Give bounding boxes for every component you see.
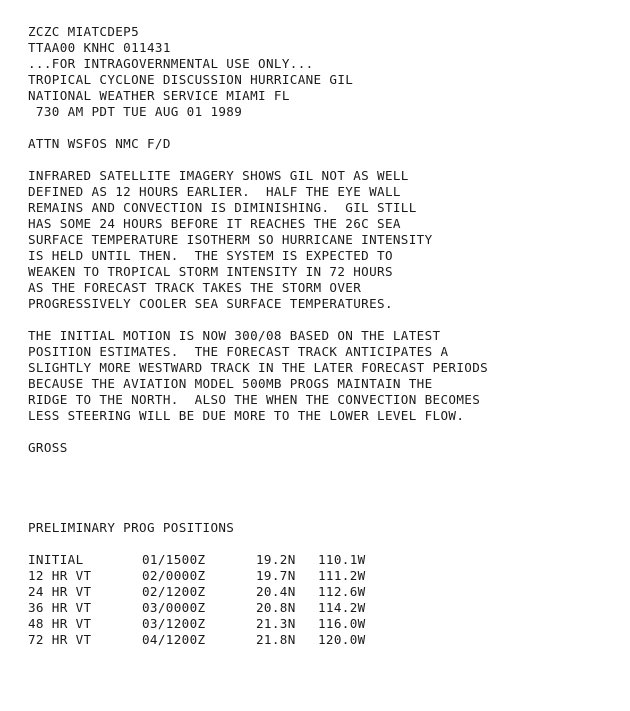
table-row	[28, 632, 618, 648]
header-line: TTAA00 KNHC 011431	[28, 40, 171, 55]
paragraph-line: THE INITIAL MOTION IS NOW 300/08 BASED ON THE LATEST	[28, 328, 441, 343]
table-row	[28, 552, 618, 568]
paragraph-line: HAS SOME 24 HOURS BEFORE IT REACHES THE 26C SEA	[28, 216, 401, 231]
attn-line: ATTN WSFOS NMC F/D	[28, 136, 171, 151]
longitude: 112.6W	[318, 584, 366, 599]
latitude: 21.3N	[256, 616, 296, 631]
valid-time: 02/1200Z	[142, 584, 206, 599]
valid-time: 04/1200Z	[142, 632, 206, 647]
latitude: 21.8N	[256, 632, 296, 647]
spacer	[28, 312, 618, 328]
discussion-document	[28, 24, 618, 648]
valid-time: 01/1500Z	[142, 552, 206, 567]
spacer	[28, 488, 618, 520]
forecaster-signature: GROSS	[28, 440, 68, 455]
valid-time: 02/0000Z	[142, 568, 206, 583]
longitude: 120.0W	[318, 632, 366, 647]
forecast-time-label: 24 HR VT	[28, 584, 92, 599]
longitude: 110.1W	[318, 552, 366, 567]
paragraph-line: PROGRESSIVELY COOLER SEA SURFACE TEMPERATURES.	[28, 296, 393, 311]
paragraph-line: DEFINED AS 12 HOURS EARLIER. HALF THE EYE WALL	[28, 184, 401, 199]
longitude: 114.2W	[318, 600, 366, 615]
paragraph-motion	[28, 328, 618, 424]
paragraph-line: IS HELD UNTIL THEN. THE SYSTEM IS EXPECTED TO	[28, 248, 393, 263]
paragraph-line: RIDGE TO THE NORTH. ALSO THE WHEN THE CONVECTION BECOMES	[28, 392, 481, 407]
prog-positions-title: PRELIMINARY PROG POSITIONS	[28, 520, 235, 535]
table-row	[28, 616, 618, 632]
prog-positions-table	[28, 552, 618, 648]
header-line: ...FOR INTRAGOVERNMENTAL USE ONLY...	[28, 56, 314, 71]
paragraph-line: SLIGHTLY MORE WESTWARD TRACK IN THE LATER FORECAST PERIODS	[28, 360, 489, 375]
spacer	[28, 120, 618, 136]
paragraph-line: AS THE FORECAST TRACK TAKES THE STORM OVER	[28, 280, 362, 295]
forecast-time-label: 48 HR VT	[28, 616, 92, 631]
table-row	[28, 568, 618, 584]
valid-time: 03/1200Z	[142, 616, 206, 631]
longitude: 116.0W	[318, 616, 366, 631]
header-line: ZCZC MIATCDEP5	[28, 24, 140, 39]
table-row	[28, 600, 618, 616]
latitude: 20.4N	[256, 584, 296, 599]
header-line: NATIONAL WEATHER SERVICE MIAMI FL	[28, 88, 290, 103]
spacer	[28, 152, 618, 168]
table-row	[28, 584, 618, 600]
forecast-time-label: 12 HR VT	[28, 568, 92, 583]
spacer	[28, 424, 618, 440]
spacer	[28, 536, 618, 552]
paragraph-line: SURFACE TEMPERATURE ISOTHERM SO HURRICANE INTENSITY	[28, 232, 433, 247]
longitude: 111.2W	[318, 568, 366, 583]
paragraph-line: REMAINS AND CONVECTION IS DIMINISHING. GIL STILL	[28, 200, 417, 215]
header-line: TROPICAL CYCLONE DISCUSSION HURRICANE GIL	[28, 72, 354, 87]
paragraph-line: WEAKEN TO TROPICAL STORM INTENSITY IN 72 HOURS	[28, 264, 393, 279]
forecast-time-label: INITIAL	[28, 552, 84, 567]
forecast-time-label: 36 HR VT	[28, 600, 92, 615]
valid-time: 03/0000Z	[142, 600, 206, 615]
forecast-time-label: 72 HR VT	[28, 632, 92, 647]
paragraph-line: BECAUSE THE AVIATION MODEL 500MB PROGS MAINTAIN THE	[28, 376, 433, 391]
paragraph-line: LESS STEERING WILL BE DUE MORE TO THE LOWER LEVEL FLOW.	[28, 408, 465, 423]
header-line: 730 AM PDT TUE AUG 01 1989	[28, 104, 243, 119]
latitude: 19.7N	[256, 568, 296, 583]
latitude: 20.8N	[256, 600, 296, 615]
latitude: 19.2N	[256, 552, 296, 567]
spacer	[28, 456, 618, 488]
header-block	[28, 24, 618, 120]
paragraph-intensity	[28, 168, 618, 312]
paragraph-line: INFRARED SATELLITE IMAGERY SHOWS GIL NOT AS WELL	[28, 168, 409, 183]
paragraph-line: POSITION ESTIMATES. THE FORECAST TRACK ANTICIPATES A	[28, 344, 449, 359]
